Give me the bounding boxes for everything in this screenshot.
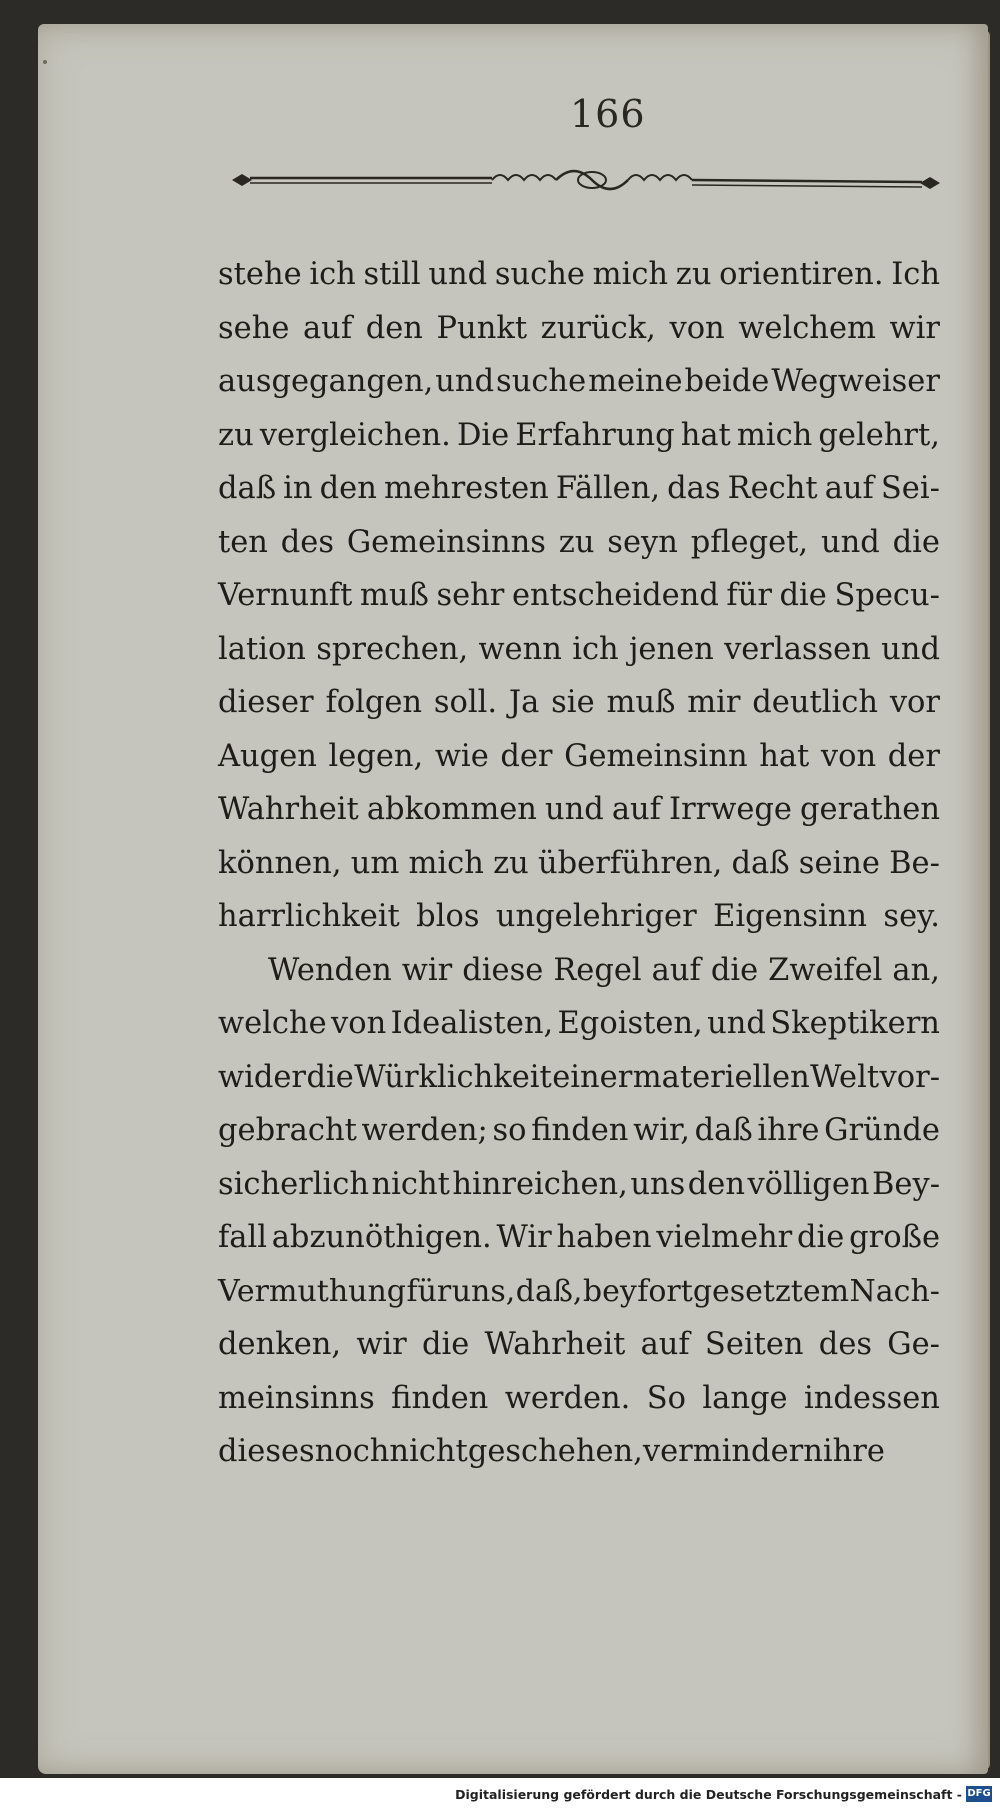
word: diese xyxy=(462,952,544,988)
word: zu xyxy=(218,417,254,453)
word: finden xyxy=(391,1380,489,1416)
word: Eigensinn xyxy=(713,899,868,934)
word: Wahrheit xyxy=(218,792,359,827)
word: Ja xyxy=(508,685,540,720)
text-line xyxy=(218,1104,940,1158)
word: nicht xyxy=(389,1434,468,1469)
word: Vernunft xyxy=(218,578,353,613)
word: Gemeinsinn xyxy=(564,738,748,774)
word: daß, xyxy=(515,1273,583,1309)
text-line xyxy=(218,1372,940,1426)
word: ungelehriger xyxy=(495,899,697,934)
word: auf xyxy=(611,792,661,827)
word: daß xyxy=(694,1113,753,1148)
word: Recht xyxy=(727,471,818,506)
word: muß xyxy=(606,685,676,720)
word: sie xyxy=(551,685,595,720)
word: uns, xyxy=(451,1273,516,1309)
word: sprechen, xyxy=(316,631,469,667)
word: Vermuthung xyxy=(218,1273,406,1309)
word: werden. xyxy=(504,1380,631,1416)
word: Augen xyxy=(218,738,317,774)
word: still xyxy=(363,257,421,292)
word: haben xyxy=(556,1220,652,1255)
word: sicherlich xyxy=(218,1166,369,1202)
word: von xyxy=(669,310,725,346)
word: abkommen xyxy=(366,792,537,827)
word: folgen xyxy=(325,685,423,720)
word: der xyxy=(887,738,940,774)
word: Specu- xyxy=(834,578,940,613)
word: wir, xyxy=(633,1113,690,1148)
word: einer xyxy=(552,1059,633,1095)
text-line xyxy=(218,890,940,944)
word: Ich xyxy=(891,257,940,292)
word: dieser xyxy=(218,685,314,720)
word: den xyxy=(319,471,377,506)
text-line xyxy=(218,1425,940,1479)
word: und xyxy=(881,631,940,667)
word: Idealisten, xyxy=(390,1006,554,1041)
text-line xyxy=(218,1051,940,1105)
text-line xyxy=(218,730,940,784)
word: mich xyxy=(736,417,813,453)
word: legen, xyxy=(328,738,424,774)
word: sehr xyxy=(436,578,505,613)
word: lange xyxy=(702,1380,788,1416)
word: wir xyxy=(356,1327,407,1362)
word: und xyxy=(435,364,495,399)
text-line xyxy=(218,516,940,570)
word: abzunöthigen. xyxy=(271,1220,492,1255)
word: können, xyxy=(218,845,342,881)
word: sey. xyxy=(883,899,940,934)
word: zu xyxy=(675,257,712,292)
word: vielmehr xyxy=(656,1220,793,1255)
word: die xyxy=(797,1220,845,1255)
ornamental-rule xyxy=(232,168,940,214)
word: und xyxy=(820,524,880,560)
word: auf xyxy=(640,1327,690,1362)
word: Sei- xyxy=(880,471,940,506)
word: sehe xyxy=(218,310,290,346)
text-line xyxy=(218,1318,940,1372)
word: geschehen, xyxy=(467,1434,643,1469)
word: auf xyxy=(824,471,874,506)
word: indessen xyxy=(803,1380,940,1416)
word: Regel xyxy=(553,952,642,988)
text-line xyxy=(218,409,940,463)
word: hat xyxy=(680,417,731,453)
word: ausgegangen, xyxy=(218,364,434,399)
text-line xyxy=(218,944,940,998)
word: für xyxy=(726,578,772,613)
word: daß xyxy=(218,471,277,506)
word: des xyxy=(280,524,334,560)
word: und xyxy=(545,792,604,827)
text-line xyxy=(218,355,940,409)
word: wider xyxy=(218,1059,307,1095)
word: hinreichen, xyxy=(452,1166,628,1202)
word: werden; xyxy=(361,1113,488,1148)
word: seine xyxy=(798,845,880,881)
word: seyn xyxy=(607,524,678,560)
word: vergleichen. xyxy=(259,417,451,453)
word: deutlich xyxy=(752,685,878,720)
word: die xyxy=(892,524,940,560)
word: Ge- xyxy=(887,1327,940,1362)
text-line xyxy=(218,623,940,677)
word: Punkt xyxy=(436,310,528,346)
word: bey xyxy=(582,1273,637,1309)
word: ich xyxy=(309,257,356,292)
word: Wir xyxy=(496,1220,552,1255)
word: Zweifel xyxy=(768,952,883,988)
word: vor xyxy=(889,685,940,720)
word: überführen, xyxy=(537,845,723,881)
word: noch xyxy=(314,1434,390,1469)
word: so xyxy=(492,1113,527,1148)
word: suche xyxy=(494,257,585,292)
word: entscheidend xyxy=(511,578,719,613)
word: verlassen xyxy=(724,631,871,667)
word: zu xyxy=(558,524,595,560)
word: ihre xyxy=(822,1434,885,1469)
word: suche xyxy=(496,364,587,399)
text-line xyxy=(218,997,940,1051)
paper-speck xyxy=(43,60,47,64)
word: gebracht xyxy=(218,1113,357,1148)
word: pfleget, xyxy=(690,524,809,560)
word: soll. xyxy=(433,685,498,720)
word: die xyxy=(306,1059,354,1095)
word: denken, xyxy=(218,1327,342,1362)
word: ihre xyxy=(757,1113,820,1148)
word: Welt xyxy=(810,1059,880,1095)
word: fortgesetztem xyxy=(637,1273,850,1309)
word: beide xyxy=(684,364,770,399)
word: des xyxy=(818,1327,873,1362)
word: wie xyxy=(434,738,489,774)
text-line xyxy=(218,248,940,302)
word: fall xyxy=(218,1220,267,1255)
word: harrlichkeit xyxy=(218,899,400,934)
word: von xyxy=(820,738,877,774)
word: zu xyxy=(493,845,529,881)
word: von xyxy=(331,1006,387,1041)
word: und xyxy=(707,1006,766,1041)
text-line xyxy=(218,1265,940,1319)
word: blos xyxy=(416,899,480,934)
word: Irrwege xyxy=(669,792,792,827)
word: Bey- xyxy=(872,1166,940,1202)
word: Seiten xyxy=(704,1327,804,1362)
word: das xyxy=(667,471,721,506)
word: muß xyxy=(359,578,429,613)
word: Die xyxy=(456,417,510,453)
text-line xyxy=(218,837,940,891)
word: in xyxy=(283,471,313,506)
word: Gemeinsinns xyxy=(346,524,546,560)
word: Skeptikern xyxy=(770,1006,940,1041)
word: hat xyxy=(759,738,810,774)
word: Wenden xyxy=(268,952,392,988)
footer-bar xyxy=(0,1778,1000,1814)
word: wenn xyxy=(478,631,562,667)
word: die xyxy=(421,1327,470,1362)
text-line xyxy=(218,1211,940,1265)
word: vermindern xyxy=(642,1434,823,1469)
word: für xyxy=(406,1273,452,1309)
word: wir xyxy=(889,310,940,346)
word: mehresten xyxy=(383,471,549,506)
word: um xyxy=(350,845,400,881)
page-number: 166 xyxy=(570,92,646,136)
word: mich xyxy=(592,257,669,292)
word: auf xyxy=(651,952,701,988)
word: Be- xyxy=(889,845,940,881)
word: Egoisten, xyxy=(557,1006,703,1041)
dfg-logo: DFG xyxy=(966,1786,992,1802)
text-line xyxy=(218,302,940,356)
word: Erfahrung xyxy=(515,417,675,453)
word: gelehrt, xyxy=(818,417,940,453)
word: ten xyxy=(218,524,268,560)
word: an, xyxy=(892,952,940,988)
word: welche xyxy=(218,1006,327,1041)
word: mich xyxy=(408,845,484,881)
word: Würklichkeit xyxy=(354,1059,552,1095)
word: zurück, xyxy=(540,310,656,346)
word: auf xyxy=(303,310,353,346)
word: materiellen xyxy=(632,1059,810,1095)
word: wir xyxy=(401,952,453,988)
word: die xyxy=(779,578,827,613)
word: Nach- xyxy=(849,1273,940,1309)
word: dieses xyxy=(218,1434,315,1469)
word: uns xyxy=(630,1166,686,1202)
word: Gründe xyxy=(824,1113,940,1148)
word: daß xyxy=(731,845,790,881)
funding-credit: Digitalisierung gefördert durch die Deutsche Forschungsgemeinschaft - xyxy=(455,1787,962,1802)
word: völligen xyxy=(747,1166,870,1202)
word: Fällen, xyxy=(555,471,661,506)
word: gerathen xyxy=(800,792,940,827)
text-line xyxy=(218,569,940,623)
word: welchem xyxy=(738,310,876,346)
word: vor- xyxy=(879,1059,940,1095)
word: große xyxy=(849,1220,940,1255)
word: meine xyxy=(588,364,683,399)
word: den xyxy=(687,1166,745,1202)
word: Wahrheit xyxy=(484,1327,626,1362)
word: ich xyxy=(572,631,619,667)
text-line xyxy=(218,462,940,516)
word: den xyxy=(365,310,423,346)
text-line xyxy=(218,676,940,730)
word: orientiren. xyxy=(719,257,884,292)
body-text xyxy=(218,248,940,1479)
word: lation xyxy=(218,631,306,667)
word: So xyxy=(646,1380,687,1416)
word: mir xyxy=(687,685,741,720)
word: meinsinns xyxy=(218,1380,375,1416)
text-line xyxy=(218,783,940,837)
word: der xyxy=(500,738,553,774)
word: jenen xyxy=(628,631,714,667)
word: die xyxy=(710,952,759,988)
word: und xyxy=(428,257,488,292)
word: Wegweiser xyxy=(771,364,940,399)
text-line xyxy=(218,1158,940,1212)
word: nicht xyxy=(371,1166,450,1202)
word: finden xyxy=(531,1113,629,1148)
word: stehe xyxy=(218,257,302,292)
